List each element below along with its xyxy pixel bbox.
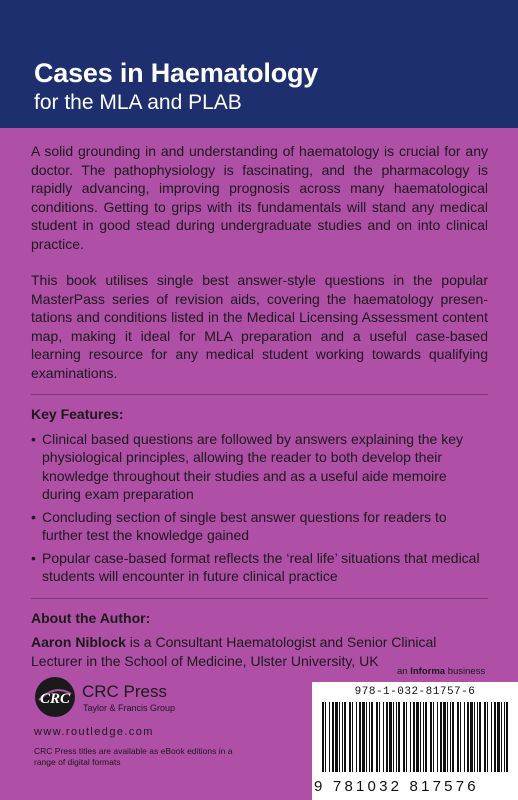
informa-brand: Informa <box>410 666 446 677</box>
isbn-digits: 9 781032 817576 <box>314 778 479 795</box>
author-name: Aaron Niblock <box>31 634 126 650</box>
publisher-url: www.routledge.com <box>34 726 154 738</box>
book-subtitle: for the MLA and PLAB <box>34 91 242 114</box>
informa-business-label <box>397 666 485 677</box>
feature-item <box>31 549 488 586</box>
bullet-icon: • <box>31 549 36 566</box>
bullet-icon: • <box>31 430 36 447</box>
informa-suffix: business <box>445 666 486 677</box>
isbn-text: 978-1-032-81757-6 <box>354 686 476 698</box>
barcode-icon <box>318 702 514 772</box>
author-bio <box>31 633 488 670</box>
feature-item <box>31 430 488 504</box>
informa-prefix: an <box>397 666 411 677</box>
back-cover-text <box>31 142 488 670</box>
key-features-heading: Key Features: <box>31 406 124 422</box>
description-paragraph-2: This book utilises single best answer-style questions in the popular MasterPass series of revision aids, covering the haematology presen-tations and conditions listed in the Medical Licensing Assessment content map, making it ideal for MLA preparation and a useful case-based learning resource for any medical student working towards qualifying examinations. <box>31 272 488 381</box>
description-paragraph-1: A solid grounding in and understanding of haematology is crucial for any doctor. The pathophysiology is fascinating, and the pharmacology is rapidly advancing, improving prognosis across many haematological conditions. Getting to grips with its fundamentals will stand any medical student in good stead during undergraduate studies and on into clinical practice. <box>31 143 488 252</box>
author-bio-text: is a Consultant Haematologist and Senior Clinical Lecturer in the School of Medicine, Ulster University, UK <box>31 634 437 669</box>
ebook-note: CRC Press titles are available as eBook editions in a range of digital formats <box>34 746 233 767</box>
barcode-box <box>312 682 518 800</box>
crc-logo-text: CRC <box>39 691 71 707</box>
publisher-name: CRC Press <box>82 682 168 701</box>
crc-logo-icon <box>34 676 76 718</box>
feature-text: Concluding section of single best answer questions for readers to further test the knowledge gained <box>42 508 447 543</box>
book-title: Cases in Haematology <box>34 58 319 88</box>
feature-text: Popular case-based format reflects the ‘real life’ situations that medical students will encounter in future clinical practice <box>42 549 480 584</box>
about-author-heading: About the Author: <box>31 609 151 626</box>
feature-item <box>31 508 488 545</box>
feature-text: Clinical based questions are followed by answers explaining the key physiological principles, allowing the reader to both develop their knowledge throughout their studies and as a useful aide memoire during exam preparation <box>42 430 464 502</box>
bullet-icon: • <box>31 508 36 525</box>
divider <box>31 598 488 599</box>
publisher-group: Taylor & Francis Group <box>83 703 176 713</box>
key-features-list <box>31 430 488 586</box>
divider <box>31 394 488 395</box>
